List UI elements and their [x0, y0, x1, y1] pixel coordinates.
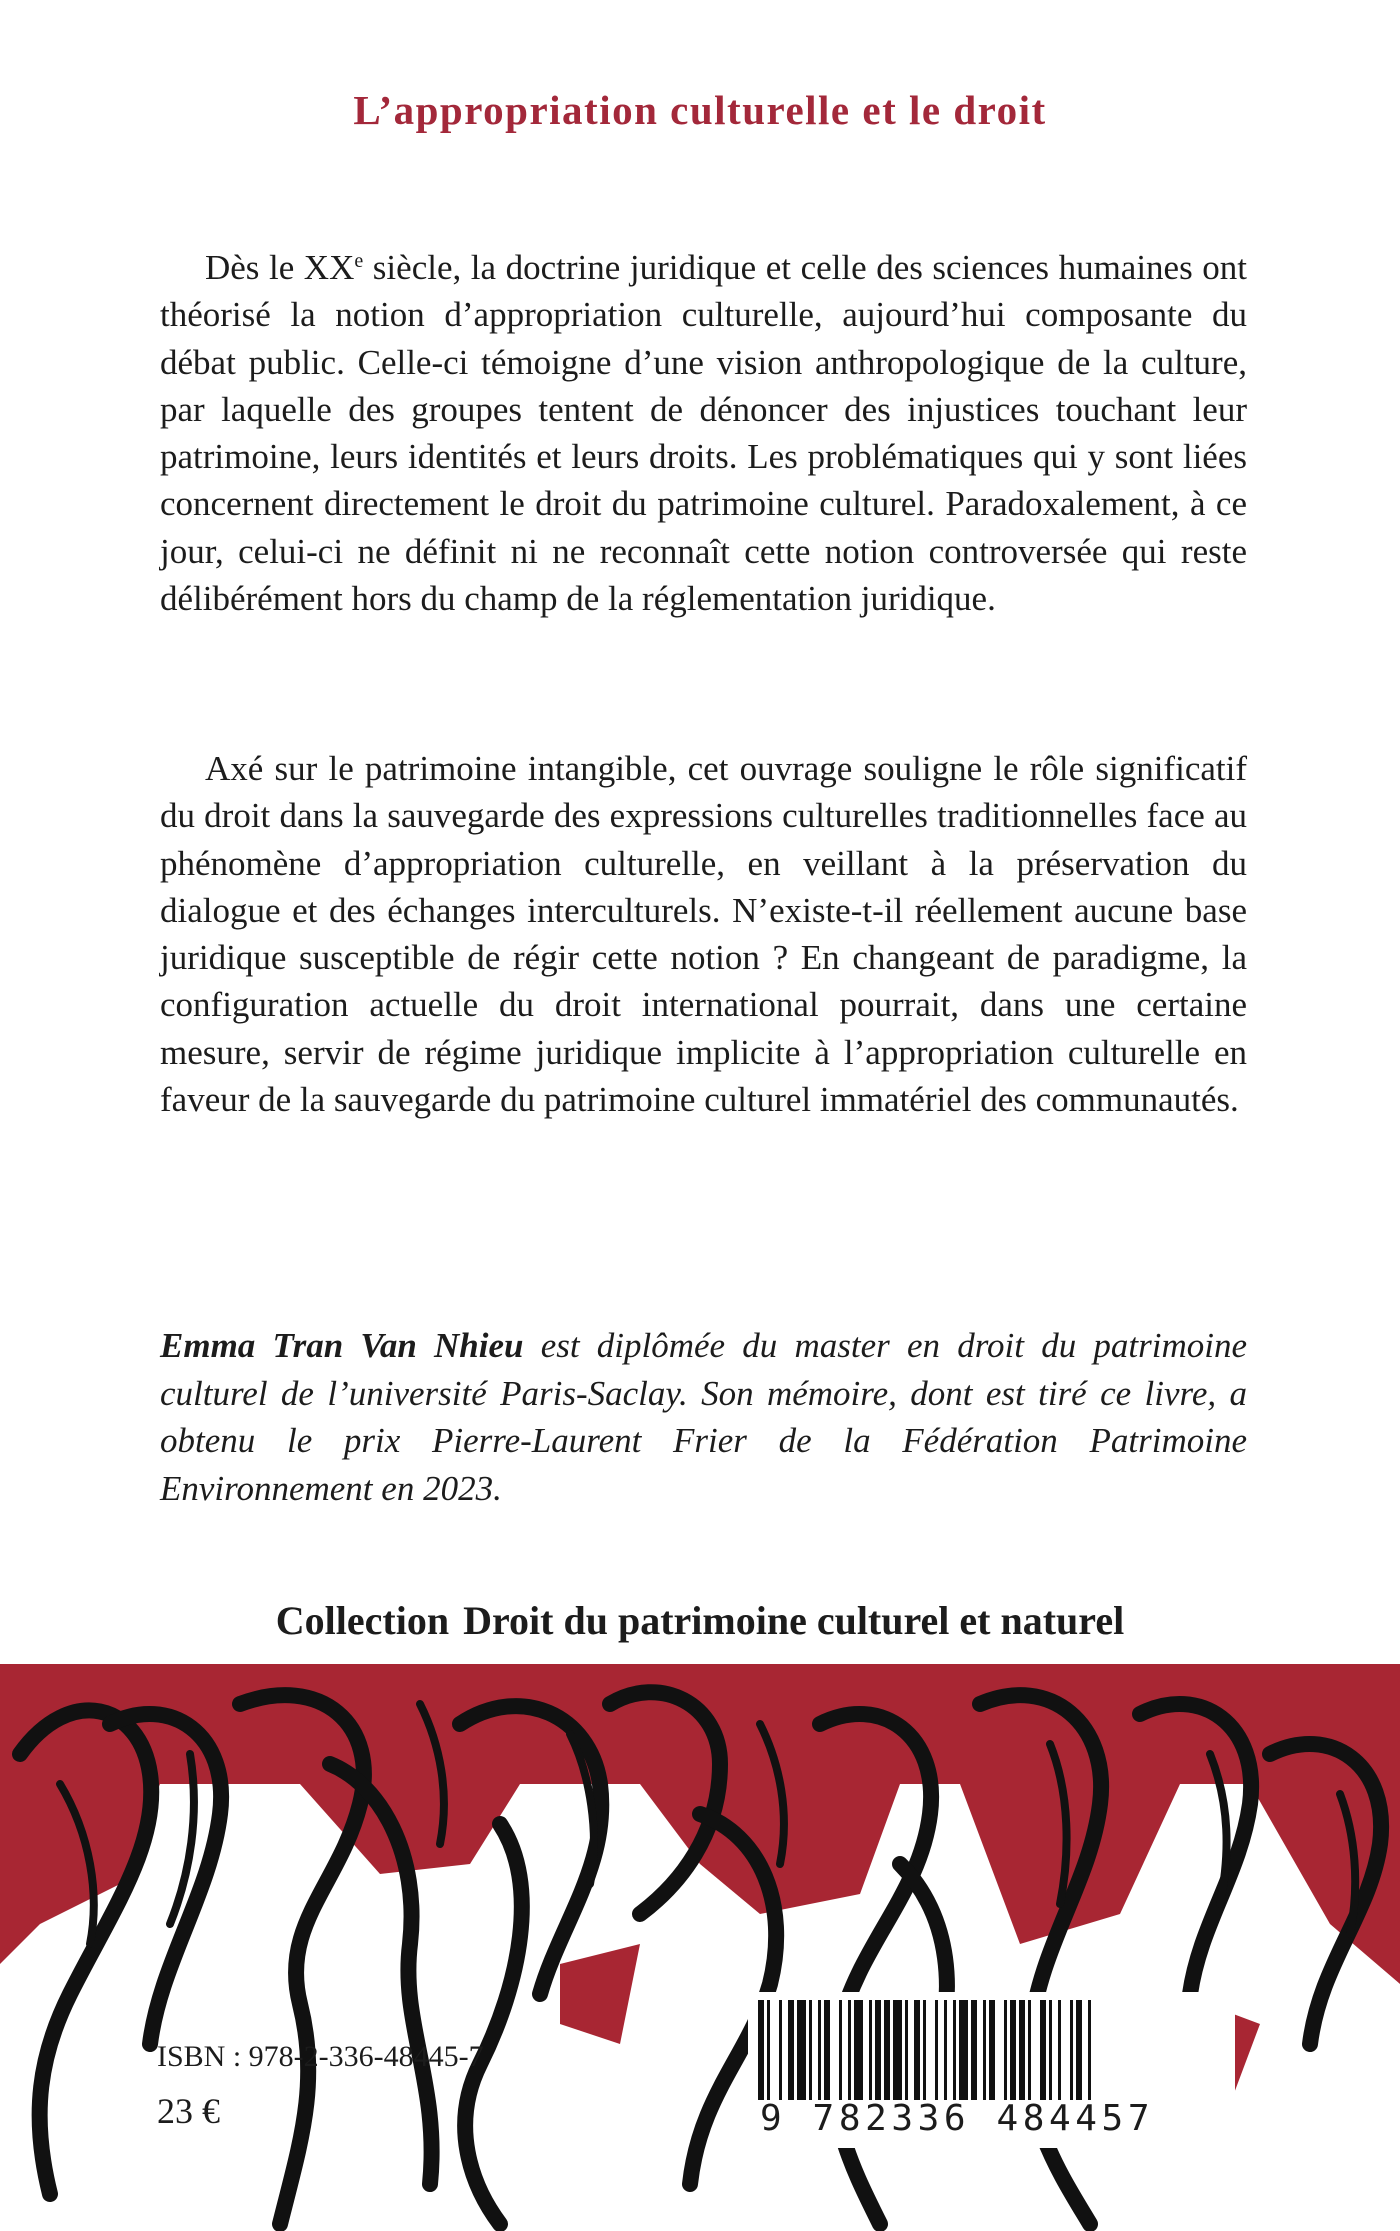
- barcode-bar: [914, 2000, 920, 2100]
- barcode-bar: [884, 2000, 890, 2100]
- barcode-bar: [923, 2000, 926, 2100]
- barcode-bar: [1076, 2000, 1082, 2100]
- barcode-bar: [983, 2000, 986, 2100]
- barcode-bar: [971, 2000, 977, 2100]
- author-bio: [160, 1322, 1247, 1512]
- summary-paragraph-1: [160, 244, 1247, 622]
- barcode-bar: [767, 2000, 770, 2100]
- barcode-bar: [875, 2000, 881, 2100]
- barcode-bar: [893, 2000, 902, 2100]
- barcode-bar: [1088, 2000, 1091, 2100]
- barcode-bar: [758, 2000, 764, 2100]
- book-title: L’appropriation culturelle et le droit: [353, 87, 1047, 133]
- barcode-bar: [854, 2000, 863, 2100]
- summary-paragraph-2: Axé sur le patrimoine intangible, cet ouvrage souligne le rôle significatif du droit dans la sauvegarde des expressions culturelles traditionnelles face au phénomène d’appropriation culturelle, en veillant à la préservation du dialogue et des échanges interculturels. N’existe-t-il réellement aucune base juridique susceptible de régir cette notion ? En changeant de paradigme, la configuration actuelle du droit international pourrait, dans une certaine mesure, servir de régime juridique implicite à l’appropriation culturelle en faveur de la sauvegarde du patrimoine culturel immatériel des communautés.: [160, 749, 1247, 1120]
- paragraph-1-start: Dès le XX: [205, 248, 355, 287]
- barcode-bar: [935, 2000, 938, 2100]
- barcode-bar: [1010, 2000, 1016, 2100]
- barcode-bar: [797, 2000, 806, 2100]
- barcode-bar: [839, 2000, 842, 2100]
- barcode-bar: [848, 2000, 851, 2100]
- barcode-bar: [1058, 2000, 1061, 2100]
- barcode-bar: [1028, 2000, 1031, 2100]
- barcode-bar: [869, 2000, 872, 2100]
- barcode-bar: [1019, 2000, 1025, 2100]
- author-name: Emma Tran Van Nhieu: [160, 1326, 524, 1365]
- barcode-bar: [953, 2000, 956, 2100]
- barcode-bar: [1004, 2000, 1007, 2100]
- barcode-bar: [959, 2000, 968, 2100]
- barcode-bar: [1070, 2000, 1073, 2100]
- century-superscript: e: [354, 250, 364, 272]
- paragraph-1-rest: siècle, la doctrine juridique et celle des sciences humaines ont théorisé la notion d’appropriation culturelle, aujourd’hui composante du débat public. Celle-ci témoigne d’une vision anthropologique de la culture, par laquelle des groupes tentent de dénoncer des injustices touchant leur patrimoine, leurs identités et leurs droits. Les problématiques qui y sont liées concernent directement le droit du patrimoine culturel. Paradoxalement, à ce jour, celui-ci ne définit ni ne reconnaît cette notion controversée qui reste délibérément hors du champ de la réglementation juridique.: [160, 248, 1247, 619]
- barcode-bar: [989, 2000, 995, 2100]
- barcode-bar: [788, 2000, 794, 2100]
- author-bio-text: est diplômée du master en droit du patrimoine culturel de l’université Paris-Saclay. Son mémoire, dont est tiré ce livre, a obtenu le prix Pierre-Laurent Frier de la Fédération Patrimoine Environnement en 2023.: [160, 1326, 1248, 1508]
- collection-line: [0, 1597, 1400, 1644]
- barcode-bar: [818, 2000, 821, 2100]
- barcode: [756, 2000, 1226, 2100]
- barcode-bar: [1040, 2000, 1046, 2100]
- barcode-bar: [809, 2000, 812, 2100]
- price: 23 €: [157, 2091, 220, 2131]
- barcode-bar: [905, 2000, 908, 2100]
- barcode-bar: [824, 2000, 830, 2100]
- barcode-digits: 9 782336 484457: [760, 2098, 1155, 2139]
- isbn: ISBN : 978-2-336-48445-7: [157, 2040, 484, 2073]
- barcode-bar: [779, 2000, 782, 2100]
- barcode-bar: [944, 2000, 947, 2100]
- collection-name: Droit du patrimoine culturel et naturel: [463, 1598, 1125, 1643]
- barcode-bar: [1049, 2000, 1052, 2100]
- collection-label: Collection: [275, 1598, 450, 1643]
